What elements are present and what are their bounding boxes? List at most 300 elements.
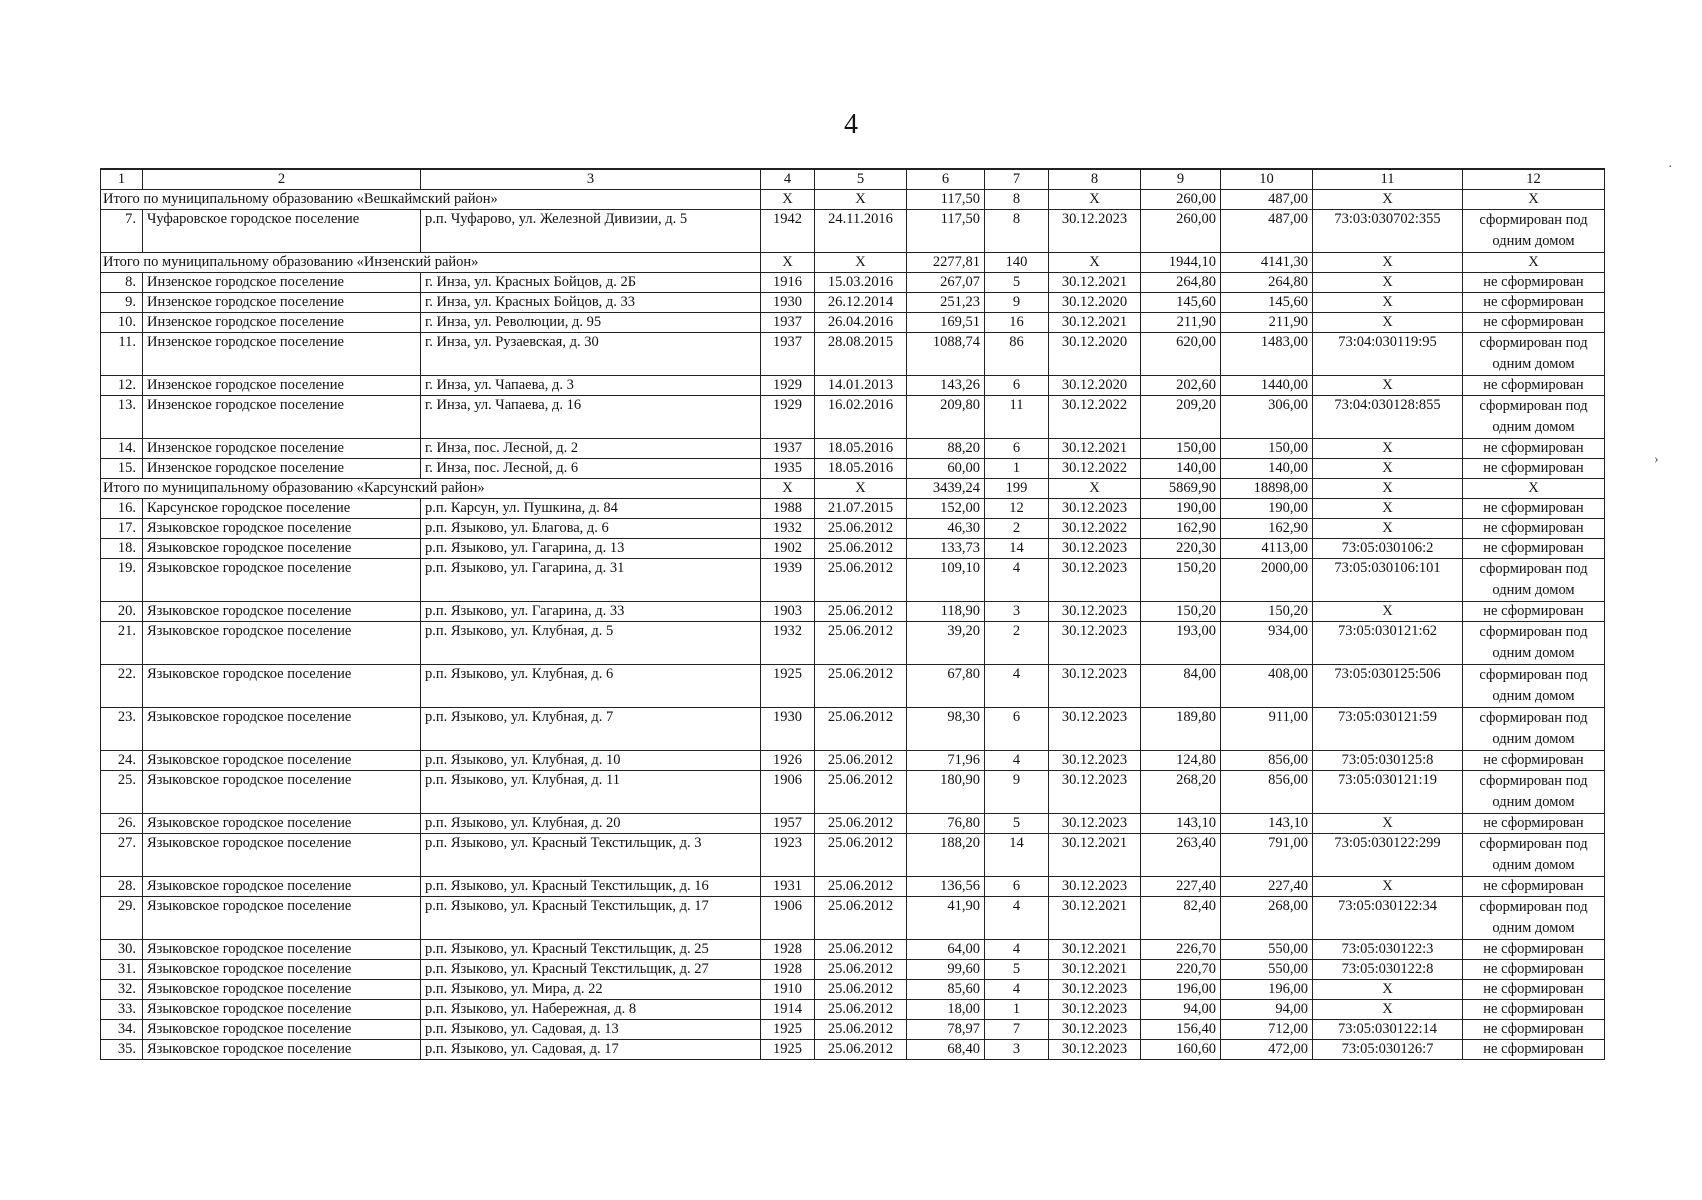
value-cell: 4113,00	[1221, 539, 1313, 559]
row-number: 8.	[101, 273, 143, 293]
row-number: 26.	[101, 814, 143, 834]
date-recognized-cell: 16.02.2016	[815, 396, 907, 439]
status-cell: не сформирован	[1463, 814, 1605, 834]
cadastral-cell: 73:05:030122:299	[1313, 834, 1463, 877]
residents-cell: 140	[985, 253, 1049, 273]
date-recognized-cell: 25.06.2012	[815, 519, 907, 539]
deadline-cell: 30.12.2023	[1049, 877, 1141, 897]
cadastral-cell: X	[1313, 293, 1463, 313]
residents-cell: 86	[985, 333, 1049, 376]
address-cell: р.п. Языково, ул. Клубная, д. 5	[421, 622, 761, 665]
status-cell: сформирован под одним домом	[1463, 396, 1605, 439]
deadline-cell: 30.12.2023	[1049, 665, 1141, 708]
value-cell: 189,80	[1141, 708, 1221, 751]
deadline-cell: 30.12.2022	[1049, 519, 1141, 539]
deadline-cell: 30.12.2023	[1049, 771, 1141, 814]
address-cell: р.п. Языково, ул. Красный Текстильщик, д. 17	[421, 897, 761, 940]
address-cell: г. Инза, ул. Красных Бойцов, д. 33	[421, 293, 761, 313]
status-cell: сформирован под одним домом	[1463, 665, 1605, 708]
area-cell: 267,07	[907, 273, 985, 293]
cadastral-cell: 73:05:030122:8	[1313, 960, 1463, 980]
value-cell: 911,00	[1221, 708, 1313, 751]
settlement-cell: Языковское городское поселение	[143, 877, 421, 897]
row-number: 30.	[101, 940, 143, 960]
year-cell: 1916	[761, 273, 815, 293]
table-row	[101, 439, 1605, 459]
table-row	[101, 539, 1605, 559]
cadastral-cell: 73:05:030106:2	[1313, 539, 1463, 559]
year-cell: 1937	[761, 333, 815, 376]
value-cell: 712,00	[1221, 1020, 1313, 1040]
subtotal-label: Итого по муниципальному образованию «Вешкаймский район»	[101, 190, 761, 210]
area-cell: 41,90	[907, 897, 985, 940]
row-number: 13.	[101, 396, 143, 439]
row-number: 35.	[101, 1040, 143, 1060]
value-cell: 1483,00	[1221, 333, 1313, 376]
area-cell: 46,30	[907, 519, 985, 539]
row-number: 9.	[101, 293, 143, 313]
status-cell: не сформирован	[1463, 519, 1605, 539]
settlement-cell: Инзенское городское поселение	[143, 459, 421, 479]
cadastral-cell: X	[1313, 1000, 1463, 1020]
deadline-cell: 30.12.2021	[1049, 313, 1141, 333]
residents-cell: 4	[985, 897, 1049, 940]
year-cell: 1932	[761, 519, 815, 539]
year-cell: 1937	[761, 439, 815, 459]
value-cell: 211,90	[1221, 313, 1313, 333]
area-cell: 88,20	[907, 439, 985, 459]
year-cell: 1928	[761, 940, 815, 960]
deadline-cell: 30.12.2020	[1049, 376, 1141, 396]
header-cell: 2	[143, 169, 421, 190]
value-cell: 140,00	[1221, 459, 1313, 479]
date-recognized-cell: 25.06.2012	[815, 602, 907, 622]
residents-cell: 14	[985, 539, 1049, 559]
deadline-cell: 30.12.2021	[1049, 439, 1141, 459]
date-recognized-cell: X	[815, 253, 907, 273]
date-recognized-cell: 18.05.2016	[815, 439, 907, 459]
table-row	[101, 333, 1605, 376]
value-cell: 856,00	[1221, 751, 1313, 771]
value-cell: 1944,10	[1141, 253, 1221, 273]
status-cell: X	[1463, 253, 1605, 273]
residents-cell: 6	[985, 708, 1049, 751]
settlement-cell: Инзенское городское поселение	[143, 376, 421, 396]
address-cell: р.п. Языково, ул. Гагарина, д. 31	[421, 559, 761, 602]
residents-cell: 1	[985, 1000, 1049, 1020]
date-recognized-cell: 25.06.2012	[815, 1000, 907, 1020]
area-cell: 143,26	[907, 376, 985, 396]
year-cell: X	[761, 253, 815, 273]
cadastral-cell: 73:05:030121:59	[1313, 708, 1463, 751]
date-recognized-cell: 25.06.2012	[815, 980, 907, 1000]
deadline-cell: 30.12.2023	[1049, 499, 1141, 519]
deadline-cell: 30.12.2020	[1049, 293, 1141, 313]
address-cell: р.п. Языково, ул. Клубная, д. 6	[421, 665, 761, 708]
value-cell: 472,00	[1221, 1040, 1313, 1060]
value-cell: 220,30	[1141, 539, 1221, 559]
scan-speck: ·	[1668, 160, 1673, 175]
row-number: 27.	[101, 834, 143, 877]
address-cell: р.п. Языково, ул. Мира, д. 22	[421, 980, 761, 1000]
residents-cell: 2	[985, 622, 1049, 665]
value-cell: 211,90	[1141, 313, 1221, 333]
status-cell: не сформирован	[1463, 273, 1605, 293]
row-number: 23.	[101, 708, 143, 751]
row-number: 19.	[101, 559, 143, 602]
deadline-cell: 30.12.2023	[1049, 708, 1141, 751]
cadastral-cell: X	[1313, 376, 1463, 396]
cadastral-cell: 73:05:030122:14	[1313, 1020, 1463, 1040]
value-cell: 150,20	[1141, 602, 1221, 622]
status-cell: X	[1463, 479, 1605, 499]
settlement-cell: Языковское городское поселение	[143, 559, 421, 602]
year-cell: 1929	[761, 376, 815, 396]
settlement-cell: Инзенское городское поселение	[143, 333, 421, 376]
cadastral-cell: X	[1313, 479, 1463, 499]
residents-cell: 8	[985, 190, 1049, 210]
table-row	[101, 980, 1605, 1000]
address-cell: г. Инза, ул. Чапаева, д. 3	[421, 376, 761, 396]
status-cell: не сформирован	[1463, 293, 1605, 313]
deadline-cell: X	[1049, 253, 1141, 273]
value-cell: 190,00	[1141, 499, 1221, 519]
date-recognized-cell: 25.06.2012	[815, 539, 907, 559]
date-recognized-cell: 18.05.2016	[815, 459, 907, 479]
status-cell: не сформирован	[1463, 499, 1605, 519]
header-cell: 6	[907, 169, 985, 190]
value-cell: 150,20	[1221, 602, 1313, 622]
table-row	[101, 814, 1605, 834]
year-cell: 1923	[761, 834, 815, 877]
date-recognized-cell: 28.08.2015	[815, 333, 907, 376]
table-row	[101, 376, 1605, 396]
deadline-cell: 30.12.2020	[1049, 333, 1141, 376]
address-cell: г. Инза, ул. Красных Бойцов, д. 2Б	[421, 273, 761, 293]
header-cell: 12	[1463, 169, 1605, 190]
table-row	[101, 960, 1605, 980]
cadastral-cell: 73:05:030122:34	[1313, 897, 1463, 940]
value-cell: 550,00	[1221, 940, 1313, 960]
date-recognized-cell: 26.12.2014	[815, 293, 907, 313]
date-recognized-cell: 25.06.2012	[815, 751, 907, 771]
area-cell: 78,97	[907, 1020, 985, 1040]
value-cell: 268,20	[1141, 771, 1221, 814]
row-number: 20.	[101, 602, 143, 622]
address-cell: р.п. Чуфарово, ул. Железной Дивизии, д. 5	[421, 210, 761, 253]
date-recognized-cell: X	[815, 479, 907, 499]
residents-cell: 3	[985, 602, 1049, 622]
value-cell: 193,00	[1141, 622, 1221, 665]
table-row	[101, 293, 1605, 313]
subtotal-row	[101, 253, 1605, 273]
cadastral-cell: X	[1313, 459, 1463, 479]
residents-cell: 12	[985, 499, 1049, 519]
row-number: 17.	[101, 519, 143, 539]
residents-cell: 199	[985, 479, 1049, 499]
date-recognized-cell: 14.01.2013	[815, 376, 907, 396]
value-cell: 124,80	[1141, 751, 1221, 771]
status-cell: не сформирован	[1463, 539, 1605, 559]
address-cell: р.п. Языково, ул. Красный Текстильщик, д. 25	[421, 940, 761, 960]
row-number: 12.	[101, 376, 143, 396]
settlement-cell: Языковское городское поселение	[143, 665, 421, 708]
area-cell: 64,00	[907, 940, 985, 960]
deadline-cell: 30.12.2023	[1049, 980, 1141, 1000]
value-cell: 143,10	[1141, 814, 1221, 834]
column-number-header-row	[101, 169, 1605, 190]
address-cell: р.п. Языково, ул. Благова, д. 6	[421, 519, 761, 539]
area-cell: 109,10	[907, 559, 985, 602]
settlement-cell: Языковское городское поселение	[143, 539, 421, 559]
row-number: 31.	[101, 960, 143, 980]
area-cell: 99,60	[907, 960, 985, 980]
area-cell: 152,00	[907, 499, 985, 519]
settlement-cell: Языковское городское поселение	[143, 980, 421, 1000]
table-row	[101, 459, 1605, 479]
area-cell: 76,80	[907, 814, 985, 834]
area-cell: 133,73	[907, 539, 985, 559]
residents-cell: 4	[985, 940, 1049, 960]
value-cell: 260,00	[1141, 190, 1221, 210]
date-recognized-cell: 25.06.2012	[815, 771, 907, 814]
residents-cell: 9	[985, 771, 1049, 814]
year-cell: X	[761, 479, 815, 499]
address-cell: р.п. Языково, ул. Набережная, д. 8	[421, 1000, 761, 1020]
date-recognized-cell: 25.06.2012	[815, 622, 907, 665]
page-number: 4	[844, 109, 858, 140]
area-cell: 188,20	[907, 834, 985, 877]
value-cell: 209,20	[1141, 396, 1221, 439]
deadline-cell: 30.12.2021	[1049, 834, 1141, 877]
year-cell: 1929	[761, 396, 815, 439]
year-cell: 1931	[761, 877, 815, 897]
value-cell: 190,00	[1221, 499, 1313, 519]
cadastral-cell: 73:03:030702:355	[1313, 210, 1463, 253]
table-row	[101, 665, 1605, 708]
date-recognized-cell: 25.06.2012	[815, 877, 907, 897]
date-recognized-cell: 25.06.2012	[815, 665, 907, 708]
settlement-cell: Чуфаровское городское поселение	[143, 210, 421, 253]
status-cell: не сформирован	[1463, 313, 1605, 333]
date-recognized-cell: 25.06.2012	[815, 960, 907, 980]
deadline-cell: 30.12.2021	[1049, 940, 1141, 960]
residents-cell: 6	[985, 439, 1049, 459]
status-cell: X	[1463, 190, 1605, 210]
year-cell: 1932	[761, 622, 815, 665]
value-cell: 4141,30	[1221, 253, 1313, 273]
settlement-cell: Языковское городское поселение	[143, 519, 421, 539]
date-recognized-cell: 25.06.2012	[815, 708, 907, 751]
value-cell: 263,40	[1141, 834, 1221, 877]
residents-cell: 9	[985, 293, 1049, 313]
cadastral-cell: 73:05:030106:101	[1313, 559, 1463, 602]
year-cell: 1903	[761, 602, 815, 622]
status-cell: не сформирован	[1463, 602, 1605, 622]
status-cell: не сформирован	[1463, 980, 1605, 1000]
residents-cell: 3	[985, 1040, 1049, 1060]
date-recognized-cell: X	[815, 190, 907, 210]
date-recognized-cell: 24.11.2016	[815, 210, 907, 253]
table-row	[101, 602, 1605, 622]
value-cell: 160,60	[1141, 1040, 1221, 1060]
value-cell: 264,80	[1221, 273, 1313, 293]
settlement-cell: Инзенское городское поселение	[143, 439, 421, 459]
date-recognized-cell: 25.06.2012	[815, 1040, 907, 1060]
date-recognized-cell: 25.06.2012	[815, 834, 907, 877]
status-cell: не сформирован	[1463, 960, 1605, 980]
year-cell: 1906	[761, 897, 815, 940]
table-row	[101, 210, 1605, 253]
subtotal-label: Итого по муниципальному образованию «Инзенский район»	[101, 253, 761, 273]
cadastral-cell: X	[1313, 439, 1463, 459]
year-cell: 1942	[761, 210, 815, 253]
area-cell: 85,60	[907, 980, 985, 1000]
residents-cell: 4	[985, 751, 1049, 771]
row-number: 11.	[101, 333, 143, 376]
area-cell: 3439,24	[907, 479, 985, 499]
address-cell: р.п. Языково, ул. Клубная, д. 7	[421, 708, 761, 751]
header-cell: 1	[101, 169, 143, 190]
settlement-cell: Языковское городское поселение	[143, 960, 421, 980]
cadastral-cell: X	[1313, 814, 1463, 834]
area-cell: 2277,81	[907, 253, 985, 273]
deadline-cell: 30.12.2023	[1049, 602, 1141, 622]
deadline-cell: X	[1049, 190, 1141, 210]
value-cell: 140,00	[1141, 459, 1221, 479]
table-row	[101, 708, 1605, 751]
address-cell: г. Инза, пос. Лесной, д. 2	[421, 439, 761, 459]
year-cell: 1926	[761, 751, 815, 771]
settlement-cell: Языковское городское поселение	[143, 1000, 421, 1020]
residents-cell: 1	[985, 459, 1049, 479]
row-number: 7.	[101, 210, 143, 253]
year-cell: 1914	[761, 1000, 815, 1020]
date-recognized-cell: 25.06.2012	[815, 1020, 907, 1040]
value-cell: 620,00	[1141, 333, 1221, 376]
residents-cell: 2	[985, 519, 1049, 539]
row-number: 10.	[101, 313, 143, 333]
cadastral-cell: 73:05:030121:19	[1313, 771, 1463, 814]
table-row	[101, 771, 1605, 814]
area-cell: 18,00	[907, 1000, 985, 1020]
status-cell: не сформирован	[1463, 439, 1605, 459]
year-cell: X	[761, 190, 815, 210]
cadastral-cell: X	[1313, 253, 1463, 273]
address-cell: г. Инза, ул. Революции, д. 95	[421, 313, 761, 333]
value-cell: 856,00	[1221, 771, 1313, 814]
table-row	[101, 751, 1605, 771]
status-cell: сформирован под одним домом	[1463, 834, 1605, 877]
cadastral-cell: 73:05:030125:8	[1313, 751, 1463, 771]
cadastral-cell: X	[1313, 519, 1463, 539]
value-cell: 220,70	[1141, 960, 1221, 980]
date-recognized-cell: 25.06.2012	[815, 897, 907, 940]
area-cell: 39,20	[907, 622, 985, 665]
value-cell: 227,40	[1221, 877, 1313, 897]
table-row	[101, 559, 1605, 602]
area-cell: 118,90	[907, 602, 985, 622]
address-cell: р.п. Языково, ул. Клубная, д. 10	[421, 751, 761, 771]
cadastral-cell: X	[1313, 499, 1463, 519]
subtotal-row	[101, 479, 1605, 499]
value-cell: 202,60	[1141, 376, 1221, 396]
row-number: 32.	[101, 980, 143, 1000]
value-cell: 1440,00	[1221, 376, 1313, 396]
year-cell: 1935	[761, 459, 815, 479]
value-cell: 5869,90	[1141, 479, 1221, 499]
status-cell: сформирован под одним домом	[1463, 559, 1605, 602]
year-cell: 1906	[761, 771, 815, 814]
year-cell: 1957	[761, 814, 815, 834]
status-cell: сформирован под одним домом	[1463, 897, 1605, 940]
area-cell: 180,90	[907, 771, 985, 814]
residents-cell: 4	[985, 980, 1049, 1000]
value-cell: 226,70	[1141, 940, 1221, 960]
row-number: 25.	[101, 771, 143, 814]
residents-cell: 5	[985, 273, 1049, 293]
address-cell: р.п. Языково, ул. Клубная, д. 11	[421, 771, 761, 814]
value-cell: 145,60	[1141, 293, 1221, 313]
area-cell: 251,23	[907, 293, 985, 313]
settlement-cell: Языковское городское поселение	[143, 897, 421, 940]
value-cell: 196,00	[1221, 980, 1313, 1000]
row-number: 34.	[101, 1020, 143, 1040]
value-cell: 264,80	[1141, 273, 1221, 293]
year-cell: 1925	[761, 1040, 815, 1060]
residents-cell: 11	[985, 396, 1049, 439]
value-cell: 196,00	[1141, 980, 1221, 1000]
value-cell: 84,00	[1141, 665, 1221, 708]
settlement-cell: Языковское городское поселение	[143, 1040, 421, 1060]
value-cell: 143,10	[1221, 814, 1313, 834]
deadline-cell: 30.12.2023	[1049, 210, 1141, 253]
cadastral-cell: X	[1313, 313, 1463, 333]
residents-cell: 14	[985, 834, 1049, 877]
area-cell: 68,40	[907, 1040, 985, 1060]
deadline-cell: 30.12.2023	[1049, 814, 1141, 834]
area-cell: 60,00	[907, 459, 985, 479]
settlement-cell: Инзенское городское поселение	[143, 396, 421, 439]
date-recognized-cell: 25.06.2012	[815, 940, 907, 960]
settlement-cell: Инзенское городское поселение	[143, 313, 421, 333]
subtotal-row	[101, 190, 1605, 210]
settlement-cell: Языковское городское поселение	[143, 622, 421, 665]
residents-cell: 6	[985, 877, 1049, 897]
area-cell: 1088,74	[907, 333, 985, 376]
row-number: 28.	[101, 877, 143, 897]
table-row	[101, 273, 1605, 293]
date-recognized-cell: 21.07.2015	[815, 499, 907, 519]
cadastral-cell: X	[1313, 877, 1463, 897]
value-cell: 408,00	[1221, 665, 1313, 708]
residents-cell: 7	[985, 1020, 1049, 1040]
address-cell: г. Инза, ул. Чапаева, д. 16	[421, 396, 761, 439]
table-row	[101, 877, 1605, 897]
status-cell: сформирован под одним домом	[1463, 333, 1605, 376]
year-cell: 1930	[761, 708, 815, 751]
table-row	[101, 499, 1605, 519]
status-cell: сформирован под одним домом	[1463, 622, 1605, 665]
table-row	[101, 1040, 1605, 1060]
deadline-cell: 30.12.2021	[1049, 897, 1141, 940]
deadline-cell: 30.12.2023	[1049, 1000, 1141, 1020]
status-cell: не сформирован	[1463, 1020, 1605, 1040]
value-cell: 162,90	[1141, 519, 1221, 539]
cadastral-cell: 73:05:030122:3	[1313, 940, 1463, 960]
address-cell: р.п. Языково, ул. Клубная, д. 20	[421, 814, 761, 834]
cadastral-cell: X	[1313, 602, 1463, 622]
